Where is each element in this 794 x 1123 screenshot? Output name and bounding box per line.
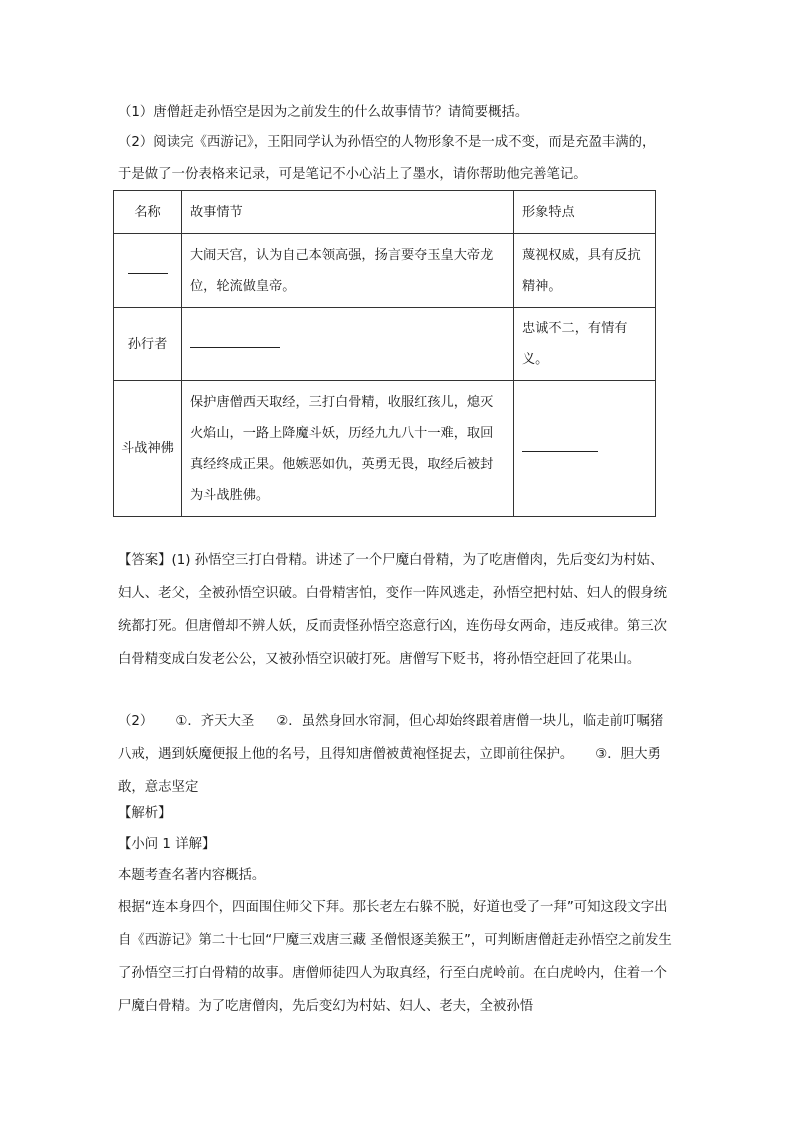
blank-name-cell	[114, 234, 182, 308]
question-2-line-2: 于是做了一份表格来记录，可是笔记不小心沾上了墨水，请你帮助他完善笔记。	[118, 167, 587, 182]
answer-part-2: （2） ①．齐天大圣 ②．虽然身回水帘洞，但心却始终跟着唐僧一块儿，临走前叮嘱猪八戒，遇到妖魔便报上他的名号，且得知唐僧被黄袍怪捉去，立即前往保护。 ③．胆大勇敢，意志坚定	[118, 714, 664, 795]
header-name: 名称	[114, 191, 182, 234]
table-row	[114, 381, 656, 517]
blank-trait-cell	[514, 381, 656, 517]
name-cell: 斗战神佛	[114, 381, 182, 517]
table-row	[114, 234, 656, 308]
analysis-paragraph: 根据“连本身四个，四面围住师父下拜。那长老左右躲不脱，好道也受了一拜”可知这段文字出自《西游记》第二十七回“尸魔三戏唐三藏 圣僧恨逐美猴王”，可判断唐僧赶走孙悟空之前发生了孙悟空三打白骨精的故事。唐僧师徒四人为取真经，行至白虎岭前。在白虎岭内，住着一个尸魔白骨精。为了吃唐僧肉，先后变幻为村姑、妇人、老夫，全被孙悟	[118, 900, 672, 1014]
analysis-intro: 本题考查名著内容概括。	[118, 868, 266, 883]
table-header-row	[114, 191, 656, 234]
plot-cell: 保护唐僧西天取经，三打白骨精，收服红孩儿，熄灭火焰山，一路上降魔斗妖，历经九九八十一难，取回真经终成正果。他嫉恶如仇，英勇无畏，取经后被封为斗战胜佛。	[182, 381, 514, 517]
question-1: （1）唐僧赶走孙悟空是因为之前发生的什么故事情节？请简要概括。	[118, 105, 529, 120]
notes-table	[113, 190, 656, 517]
trait-cell: 蔑视权威，具有反抗精神。	[514, 234, 656, 308]
ink-blank	[522, 437, 598, 452]
answer-part-1: 【答案】(1) 孙悟空三打白骨精。讲述了一个尸魔白骨精，为了吃唐僧肉，先后变幻为村姑、妇人、老父，全被孙悟空识破。白骨精害怕，变作一阵风逃走，孙悟空把村姑、妇人的假身统统都打死。但唐僧却不辨人妖，反而责怪孙悟空恣意行凶，连伤母女两命，违反戒律。第三次白骨精变成白发老公公，又被孙悟空识破打死。唐僧写下贬书，将孙悟空赶回了花果山。	[118, 553, 668, 667]
blank-plot-cell	[182, 308, 514, 381]
name-cell: 孙行者	[114, 308, 182, 381]
header-plot: 故事情节	[182, 191, 514, 234]
analysis-tag: 【解析】	[118, 806, 172, 821]
table-row	[114, 308, 656, 381]
ink-blank	[190, 333, 280, 348]
question-2-line-1: （2）阅读完《西游记》，王阳同学认为孙悟空的人物形象不是一成不变，而是充盈丰满的，	[118, 135, 656, 150]
sub-question-tag: 【小问 1 详解】	[118, 837, 216, 852]
ink-blank	[128, 259, 168, 274]
plot-cell: 大闹天宫，认为自己本领高强，扬言要夺玉皇大帝龙位，轮流做皇帝。	[182, 234, 514, 308]
header-trait: 形象特点	[514, 191, 656, 234]
trait-cell: 忠诚不二，有情有义。	[514, 308, 656, 381]
